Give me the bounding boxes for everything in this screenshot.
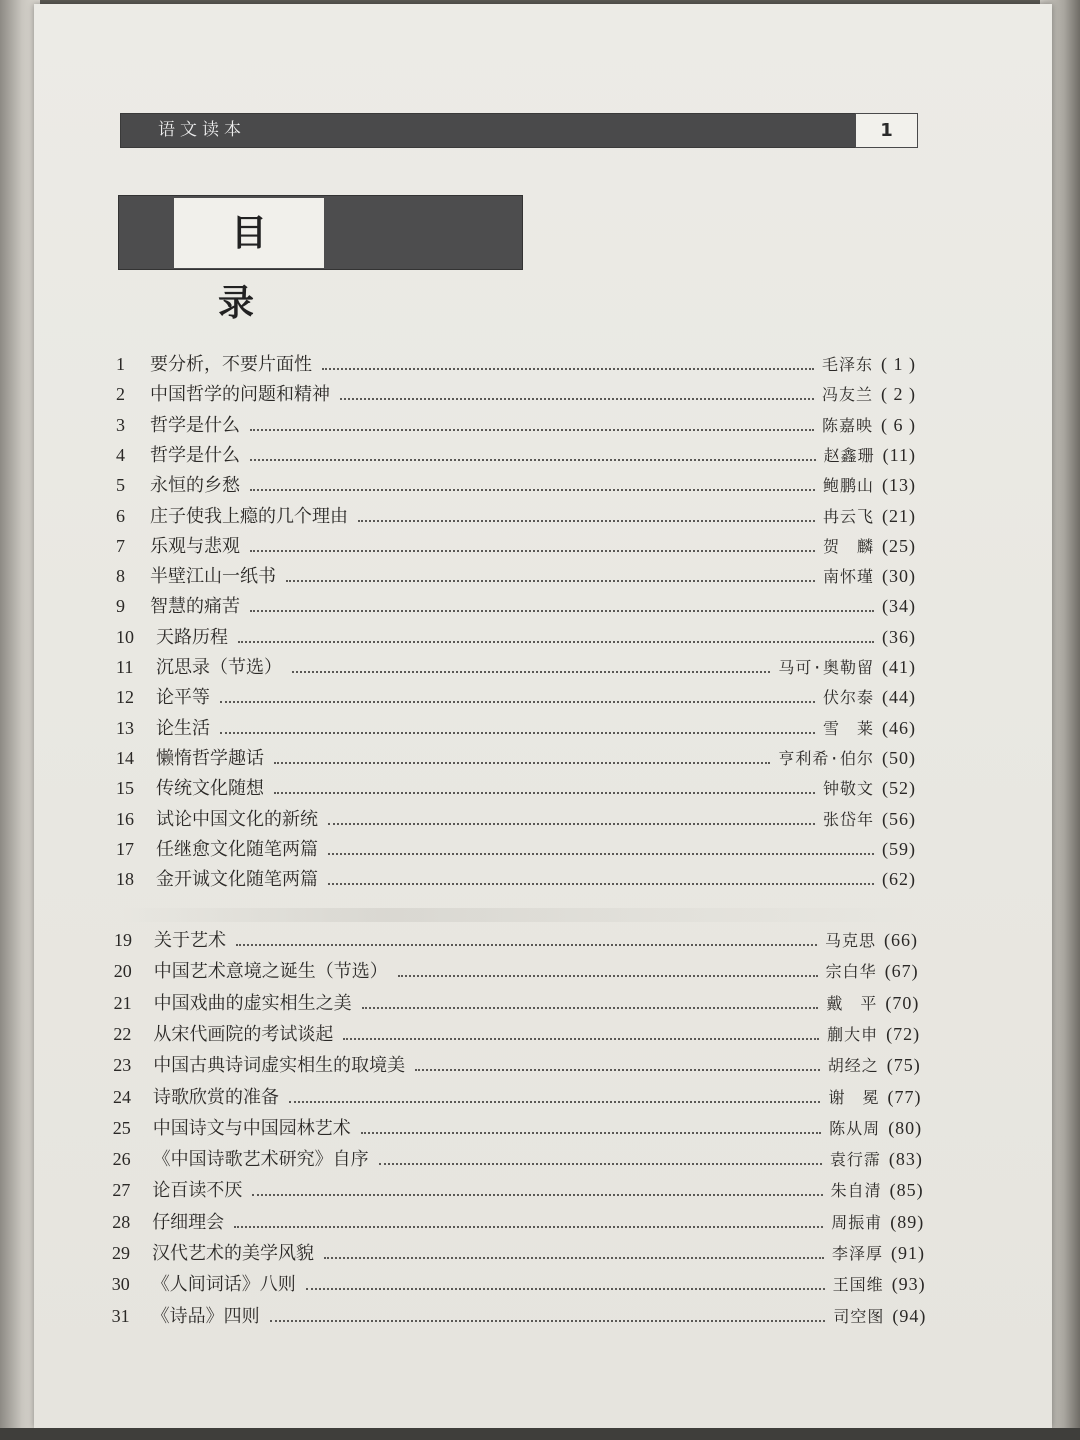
dot-leader [292, 670, 770, 673]
toc-entry-page: (62) [882, 869, 916, 890]
toc-entry [116, 683, 916, 711]
toc-entry-number: 17 [116, 838, 134, 859]
toc-entry-title: 要分析，不要片面性 [150, 354, 312, 375]
dot-leader [270, 1319, 826, 1322]
toc-entry-author: 亨利希·伯尔 [778, 748, 874, 768]
toc-entry [113, 1020, 920, 1048]
toc-entry-author: 伏尔泰 [822, 688, 874, 708]
toc-entry-title: 哲学是什么 [150, 444, 240, 466]
dot-leader [250, 549, 815, 552]
toc-entry-title: 论平等 [156, 687, 210, 709]
toc-entry [113, 1083, 922, 1111]
toc-entry-page: (25) [882, 535, 916, 556]
toc-entry-author: 周振甫 [831, 1212, 883, 1232]
toc-entry-number: 19 [114, 930, 132, 950]
dot-leader [328, 882, 874, 885]
toc-entry-title: 哲学是什么 [150, 414, 240, 436]
toc-entry-title: 试论中国文化的新统 [156, 808, 318, 830]
dot-leader [328, 852, 874, 855]
toc-entry [116, 380, 916, 408]
toc-entry-number: 5 [116, 475, 125, 496]
toc-entry-title: 半壁江山一纸书 [150, 566, 276, 588]
toc-entry [112, 1302, 927, 1330]
toc-entry-page: (80) [888, 1117, 923, 1138]
toc-entry-author: 陈嘉映 [821, 415, 873, 435]
toc-entry-page: ( 6 ) [881, 414, 916, 435]
toc-entry-page: (89) [890, 1211, 925, 1232]
toc-entry-page: (59) [882, 838, 916, 859]
toc-entry-title: 中国哲学的问题和精神 [150, 384, 330, 406]
toc-entry-title: 《人间词话》八则 [151, 1274, 296, 1296]
toc-entry [114, 926, 918, 954]
dot-leader [415, 1068, 820, 1071]
toc-entry-number: 15 [116, 778, 134, 799]
toc-entry-number: 27 [112, 1180, 131, 1201]
toc-entry-number: 14 [116, 747, 134, 768]
toc-entry-title: 诗歌欣赏的准备 [153, 1086, 279, 1108]
toc-entry-title: 智慧的痛苦 [150, 596, 240, 618]
toc-entry-page: (75) [886, 1055, 921, 1076]
toc-entry [113, 1145, 923, 1173]
dot-leader [398, 974, 818, 977]
page-number: 1 [855, 113, 918, 148]
toc-entry-author: 冯友兰 [821, 385, 873, 405]
toc-entry-author: 袁行霈 [829, 1150, 881, 1170]
toc-entry-author: 马可·奥勒留 [778, 658, 874, 677]
toc-entry-number: 30 [111, 1274, 130, 1295]
toc-entry [116, 350, 916, 378]
toc-entry-number: 11 [116, 657, 134, 677]
toc-entry-number: 16 [116, 808, 134, 829]
toc-entry-number: 9 [116, 596, 125, 617]
toc-entry-page: (91) [891, 1243, 925, 1263]
toc-entry [114, 957, 919, 985]
toc-entry [116, 471, 916, 499]
dot-leader [250, 458, 816, 461]
toc-entry-page: (50) [882, 747, 916, 768]
toc-entry [116, 502, 916, 530]
dot-leader [220, 700, 815, 703]
toc-entry-page: (77) [887, 1086, 922, 1107]
toc-entry [116, 562, 916, 590]
toc-entry-author: 赵鑫珊 [823, 445, 875, 465]
toc-entry-number: 29 [112, 1243, 130, 1263]
toc-entry [116, 592, 916, 620]
toc-entry-author: 张岱年 [822, 809, 874, 829]
toc-entry-author: 南怀瑾 [822, 567, 874, 587]
toc-entry-author: 雪 莱 [822, 718, 874, 738]
toc-entry-title: 天路历程 [156, 626, 228, 648]
toc-entry-author: 陈从周 [829, 1118, 881, 1138]
toc-entry-title: 从宋代画院的考试谈起 [153, 1023, 334, 1045]
dot-leader [286, 579, 815, 582]
dot-leader [274, 791, 815, 794]
dot-leader [358, 519, 815, 522]
toc-entry [113, 1051, 921, 1079]
toc-entry-number: 20 [113, 961, 132, 982]
toc-entry-number: 24 [113, 1086, 131, 1107]
toc-entry-title: 论百读不厌 [152, 1180, 243, 1202]
toc-entry-page: (41) [882, 657, 916, 677]
toc-entry-number: 31 [111, 1305, 130, 1326]
dot-leader [252, 1193, 822, 1196]
toc-entry [112, 1270, 926, 1298]
toc-entry-author: 钟敬文 [822, 779, 874, 799]
toc-entry-page: (56) [882, 808, 916, 829]
toc-entry-title: 论生活 [156, 717, 210, 739]
toc-entry-number: 8 [116, 566, 125, 587]
toc-entry [116, 653, 916, 681]
toc-entry-number: 26 [112, 1149, 131, 1170]
toc-entry-number: 6 [116, 505, 125, 526]
toc-entry-title: 永恒的乡愁 [150, 475, 240, 497]
toc-entry [112, 1208, 924, 1236]
toc-entry-page: (72) [886, 1023, 921, 1044]
dot-leader [340, 397, 814, 400]
toc-entry-title: 《诗品》四则 [151, 1305, 260, 1327]
dot-leader [220, 731, 815, 734]
toc-entry-page: (34) [882, 596, 916, 617]
dot-leader [289, 1100, 820, 1103]
toc-entry [116, 835, 916, 863]
toc-entry-title: 沉思录（节选） [156, 657, 282, 678]
toc-entry [116, 441, 916, 469]
toc-entry [116, 744, 916, 772]
toc-entry-page: ( 1 ) [881, 354, 916, 374]
toc-entry-number: 23 [113, 1055, 132, 1076]
dot-leader [250, 609, 874, 612]
toc-entry-number: 4 [116, 444, 125, 465]
toc-entry [112, 1239, 925, 1267]
dot-leader [238, 640, 874, 643]
toc-entry-page: (46) [882, 717, 916, 738]
toc-entry-number: 2 [116, 384, 125, 405]
dot-leader [236, 943, 817, 946]
dot-leader [379, 1162, 822, 1165]
toc-entry [112, 1176, 923, 1204]
toc-entry-page: ( 2 ) [881, 384, 916, 405]
toc-entry-page: (66) [884, 930, 918, 950]
toc-entry-author: 王国维 [832, 1275, 884, 1295]
toc-entry-number: 7 [116, 535, 125, 556]
toc-entry-number: 18 [116, 869, 134, 890]
toc-entry-page: (30) [882, 566, 916, 587]
toc-entry-title: 庄子使我上瘾的几个理由 [150, 505, 348, 527]
toc-entry-author: 宗白华 [825, 962, 877, 982]
toc-entry-page: (85) [889, 1180, 924, 1201]
toc-entry-author: 蒯大申 [827, 1024, 879, 1044]
dot-leader [274, 761, 770, 764]
toc-entry-page: (13) [882, 475, 916, 496]
toc-entry [116, 411, 916, 439]
toc-entry-author: 胡经之 [827, 1056, 879, 1076]
dot-leader [328, 822, 815, 825]
dot-leader [361, 1131, 821, 1134]
toc-entry-title: 乐观与悲观 [150, 535, 240, 557]
toc-entry-author: 贺 麟 [822, 536, 874, 556]
toc-entry-page: (21) [882, 505, 916, 526]
toc-entry-page: (67) [884, 961, 919, 982]
toc-entry-page: (11) [882, 444, 916, 465]
toc-entry [116, 623, 916, 651]
toc-entry-title: 金开诚文化随笔两篇 [156, 869, 318, 891]
toc-entry-page: (52) [882, 778, 916, 799]
toc-entry-title: 关于艺术 [154, 930, 226, 951]
toc-entry-number: 1 [116, 354, 125, 374]
toc-entry-title: 中国戏曲的虚实相生之美 [153, 992, 352, 1014]
toc-entry-number: 3 [116, 414, 125, 435]
toc-entry-title: 中国古典诗词虚实相生的取境美 [153, 1055, 406, 1077]
toc-entry [116, 532, 916, 560]
toc-entry [116, 774, 916, 802]
toc-entry-number: 25 [112, 1117, 131, 1138]
toc-entry-number: 13 [116, 717, 134, 738]
toc-entry-page: (36) [882, 626, 916, 647]
toc-entry-title: 传统文化随想 [156, 778, 264, 800]
toc-entry-title: 中国艺术意境之诞生（节选） [153, 961, 388, 983]
toc-entry-title: 汉代艺术的美学风貌 [152, 1243, 314, 1264]
dot-leader [250, 488, 815, 491]
toc-entry-author: 毛泽东 [821, 355, 873, 374]
toc-entry-author: 戴 平 [826, 993, 878, 1013]
toc-entry-number: 10 [116, 626, 134, 647]
toc-entry-title: 任继愈文化随笔两篇 [156, 838, 318, 860]
dot-leader [362, 1006, 819, 1009]
toc-entry-page: (70) [885, 992, 920, 1013]
toc-heading: 目 录 [174, 198, 324, 268]
toc-entry-title: 懒惰哲学趣话 [156, 747, 264, 769]
toc-entry [116, 714, 916, 742]
page-bottom-shadow [0, 1428, 1080, 1440]
toc-entry-page: (94) [892, 1305, 927, 1326]
toc-entry-author: 李泽厚 [831, 1244, 883, 1263]
toc-entry [114, 989, 920, 1017]
toc-entry [116, 805, 916, 833]
toc-entry [116, 865, 916, 893]
toc-entry-number: 28 [112, 1211, 131, 1232]
toc-entry [113, 1114, 922, 1142]
toc-entry-title: 《中国诗歌艺术研究》自序 [152, 1149, 369, 1171]
toc-entry-author: 朱自清 [830, 1181, 882, 1201]
dot-leader [322, 367, 814, 370]
dot-leader [234, 1225, 823, 1228]
toc-entry-number: 21 [113, 992, 132, 1013]
running-header-title: 语文读本 [158, 120, 246, 140]
toc-entry-title: 仔细理会 [152, 1211, 225, 1233]
toc-entry-title: 中国诗文与中国园林艺术 [152, 1117, 351, 1139]
toc-entry-page: (44) [882, 687, 916, 708]
dot-leader [250, 428, 814, 431]
toc-entry-author: 冉云飞 [822, 506, 874, 526]
toc-entry-author: 司空图 [833, 1306, 885, 1326]
toc-entry-number: 22 [113, 1023, 132, 1044]
dot-leader [343, 1037, 819, 1040]
toc-entry-author: 马克思 [824, 931, 876, 950]
toc-entry-page: (83) [888, 1149, 923, 1170]
toc-entry-page: (93) [891, 1274, 926, 1295]
toc-entry-author: 鲍鹏山 [822, 476, 874, 496]
toc-entry-number: 12 [116, 687, 134, 708]
dot-leader [324, 1256, 824, 1259]
dot-leader [306, 1287, 825, 1290]
toc-entry-author: 谢 冕 [828, 1087, 880, 1107]
